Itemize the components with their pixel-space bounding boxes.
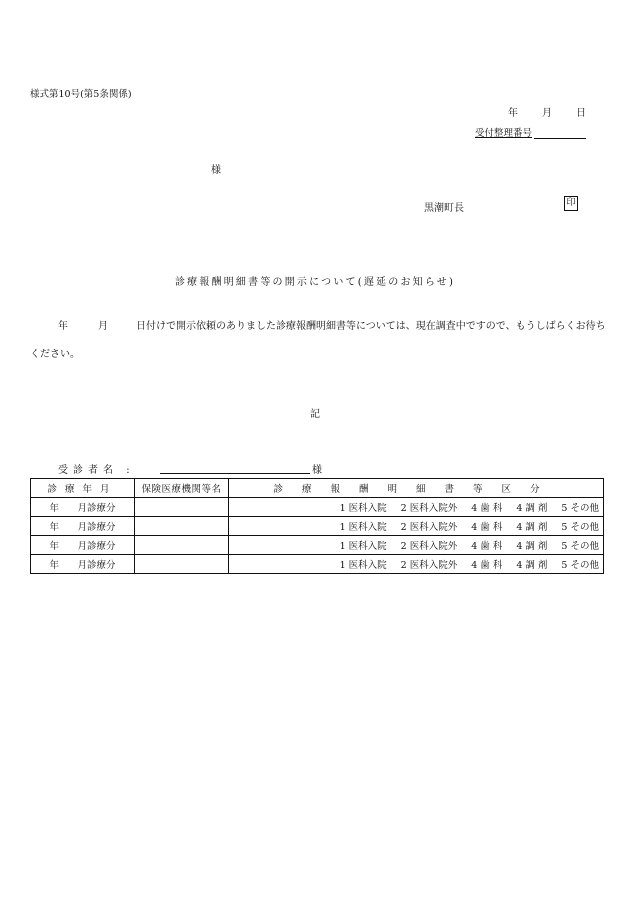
category-option[interactable]: 1 医科入院 <box>339 560 387 571</box>
category-option[interactable]: 4 調 剤 <box>516 503 548 514</box>
category-option[interactable]: 2 医科入院外 <box>400 541 458 552</box>
row-month-label: 月診療分 <box>77 560 116 571</box>
row-year: 年 <box>49 560 59 571</box>
category-cell <box>229 498 604 517</box>
row-year: 年 <box>49 541 59 552</box>
table-row <box>31 555 604 574</box>
category-option[interactable]: 2 医科入院外 <box>400 522 458 533</box>
document-title: 診療報酬明細書等の開示について(遅延のお知らせ) <box>174 277 456 288</box>
category-option[interactable]: 1 医科入院 <box>339 541 387 552</box>
treatment-month-cell <box>31 517 135 536</box>
patient-suffix: 様 <box>312 465 322 476</box>
body-line-1 <box>58 317 606 332</box>
receipt-number-blank <box>534 137 586 139</box>
seal-mark: 印 <box>564 196 578 211</box>
body-text-1: 日付けで開示依頼のありました診療報酬明細書等については、現在調査中ですので、もうしばらくお待ち <box>136 321 606 332</box>
header-statement-category: 診療報酬明細書等区分 <box>229 479 604 498</box>
table-header-row <box>31 479 604 498</box>
row-month-label: 月診療分 <box>77 541 116 552</box>
patient-colon: : <box>126 465 135 476</box>
row-year: 年 <box>49 522 59 533</box>
header-treatment-month: 診療年月 <box>31 479 135 498</box>
addressee-suffix: 様 <box>211 165 221 176</box>
category-cell <box>229 555 604 574</box>
sender-name: 黒潮町長 <box>424 203 464 214</box>
institution-cell[interactable] <box>135 498 229 517</box>
ki-heading: 記 <box>310 409 320 420</box>
patient-label: 受診者名 <box>58 465 118 476</box>
category-option[interactable]: 4 歯 科 <box>471 560 503 571</box>
treatment-month-cell <box>31 555 135 574</box>
row-month-label: 月診療分 <box>77 503 116 514</box>
patient-label-row <box>58 461 135 476</box>
date-day: 日 <box>576 108 586 119</box>
category-option[interactable]: 4 歯 科 <box>471 503 503 514</box>
category-option[interactable]: 5 その他 <box>561 541 599 552</box>
category-option[interactable]: 5 その他 <box>561 503 599 514</box>
receipt-number-label: 受付整理番号 <box>475 128 533 139</box>
disclosure-table <box>30 478 604 574</box>
category-option[interactable]: 1 医科入院 <box>339 503 387 514</box>
date-line <box>508 104 586 119</box>
category-option[interactable]: 4 歯 科 <box>471 522 503 533</box>
date-year: 年 <box>508 108 518 119</box>
category-cell <box>229 517 604 536</box>
receipt-number <box>475 125 586 139</box>
institution-cell[interactable] <box>135 517 229 536</box>
header-institution: 保険医療機関等名 <box>135 479 229 498</box>
body-line-2: ください。 <box>30 349 80 360</box>
body-year: 年 <box>58 321 68 332</box>
category-option[interactable]: 4 調 剤 <box>516 522 548 533</box>
treatment-month-cell <box>31 498 135 517</box>
category-option[interactable]: 1 医科入院 <box>339 522 387 533</box>
category-option[interactable]: 5 その他 <box>561 522 599 533</box>
category-option[interactable]: 2 医科入院外 <box>400 503 458 514</box>
row-month-label: 月診療分 <box>77 522 116 533</box>
category-option[interactable]: 2 医科入院外 <box>400 560 458 571</box>
table-row <box>31 536 604 555</box>
institution-cell[interactable] <box>135 555 229 574</box>
category-cell <box>229 536 604 555</box>
table-row <box>31 498 604 517</box>
date-month: 月 <box>542 108 552 119</box>
treatment-month-cell <box>31 536 135 555</box>
category-option[interactable]: 4 調 剤 <box>516 541 548 552</box>
category-option[interactable]: 4 調 剤 <box>516 560 548 571</box>
category-option[interactable]: 4 歯 科 <box>471 541 503 552</box>
table-row <box>31 517 604 536</box>
category-option[interactable]: 5 その他 <box>561 560 599 571</box>
body-month: 月 <box>98 321 108 332</box>
form-number: 様式第10号(第5条関係) <box>30 89 132 100</box>
institution-cell[interactable] <box>135 536 229 555</box>
row-year: 年 <box>49 503 59 514</box>
patient-name-field[interactable] <box>160 473 310 474</box>
